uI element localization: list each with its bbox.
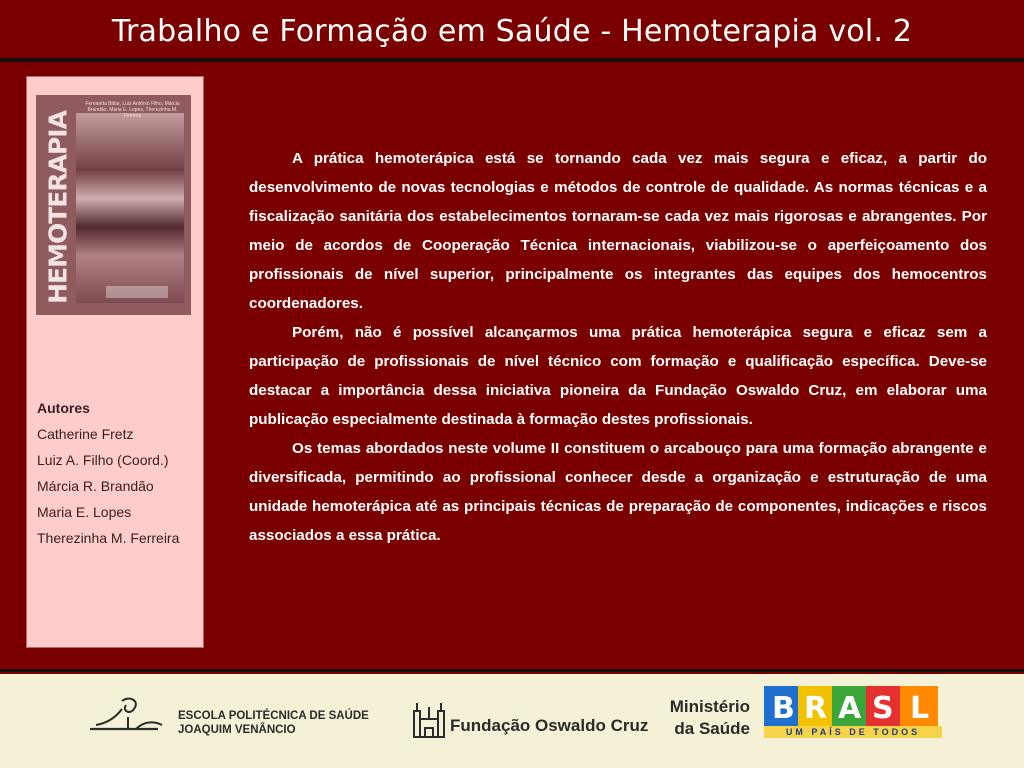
epsjv-line2: JOAQUIM VENÂNCIO <box>178 724 296 736</box>
epsjv-name <box>178 709 369 737</box>
author-name: Maria E. Lopes <box>37 504 132 520</box>
fiocruz-name: Fundação Oswaldo Cruz <box>450 716 649 735</box>
svg-text:S: S <box>872 691 894 726</box>
title-divider <box>0 58 1024 62</box>
svg-text:R: R <box>804 691 828 726</box>
ministerio-line1: Ministério <box>669 697 750 716</box>
author-name: Luiz A. Filho (Coord.) <box>37 452 169 468</box>
fiocruz-castle-icon <box>410 697 448 739</box>
svg-text:A: A <box>838 691 862 726</box>
ministerio-line2: da Saúde <box>674 719 750 738</box>
ministerio-saude-logo <box>656 696 750 740</box>
cover-photo <box>76 113 184 303</box>
author-name: Therezinha M. Ferreira <box>37 530 180 546</box>
book-cover-image <box>36 95 191 315</box>
footer-divider <box>0 669 1024 672</box>
page-title: Trabalho e Formação em Saúde - Hemoterapia vol. 2 <box>111 14 913 49</box>
cover-title: HEMOTERAPIA <box>43 111 73 304</box>
epsjv-line1: ESCOLA POLITÉCNICA DE SAÚDE <box>178 710 369 722</box>
author-name: Catherine Fretz <box>37 426 134 442</box>
cover-small-text: Fernanda Bittar, Luiz Antônio Filho, Márcia Brandão, Maria E. Lopes, Therezinha M. Ferreira <box>85 101 180 119</box>
author-name: Márcia R. Brandão <box>37 478 154 494</box>
svg-text:B: B <box>772 691 795 726</box>
header-bar <box>0 0 1024 60</box>
authors-list <box>37 395 227 551</box>
brasil-slogan: UM PAÍS DE TODOS <box>764 726 942 738</box>
authors-heading: Autores <box>37 400 90 416</box>
description-text <box>249 144 987 550</box>
cover-logos <box>106 286 168 298</box>
book-info-panel <box>26 76 204 648</box>
svg-text:L: L <box>910 691 930 726</box>
epsjv-logo-icon <box>88 695 176 735</box>
paragraph: A prática hemoterápica está se tornando cada vez mais segura e eficaz, a partir do desenvolvimento de novas tecnologias e métodos de controle de qualidade. As normas técnicas e a fiscalização sanitária dos estabelecimentos tornaram-se cada vez mais rigorosas e abrangentes. Por meio de acordos de Cooperação Técnica internacionais, viabilizou-se o aperfeiçoamento dos profissionais de nível superior, principalmente os integrantes das equipes dos hemocentros coordenadores. <box>249 150 987 312</box>
paragraph: Os temas abordados neste volume II constituem o arcabouço para uma formação abrangente e diversificada, permitindo ao profissional conhecer desde a organização e estruturação de uma unidade hemoterápica até as principais técnicas de preparação de componentes, indicações e riscos associados a essa prática. <box>249 440 987 544</box>
paragraph: Porém, não é possível alcançarmos uma prática hemoterápica segura e eficaz sem a participação de profissionais de nível técnico com formação e qualificação específica. Deve-se destacar a importância dessa iniciativa pioneira da Fundação Oswaldo Cruz, em elaborar uma publicação especialmente destinada à formação destes profissionais. <box>249 324 987 428</box>
